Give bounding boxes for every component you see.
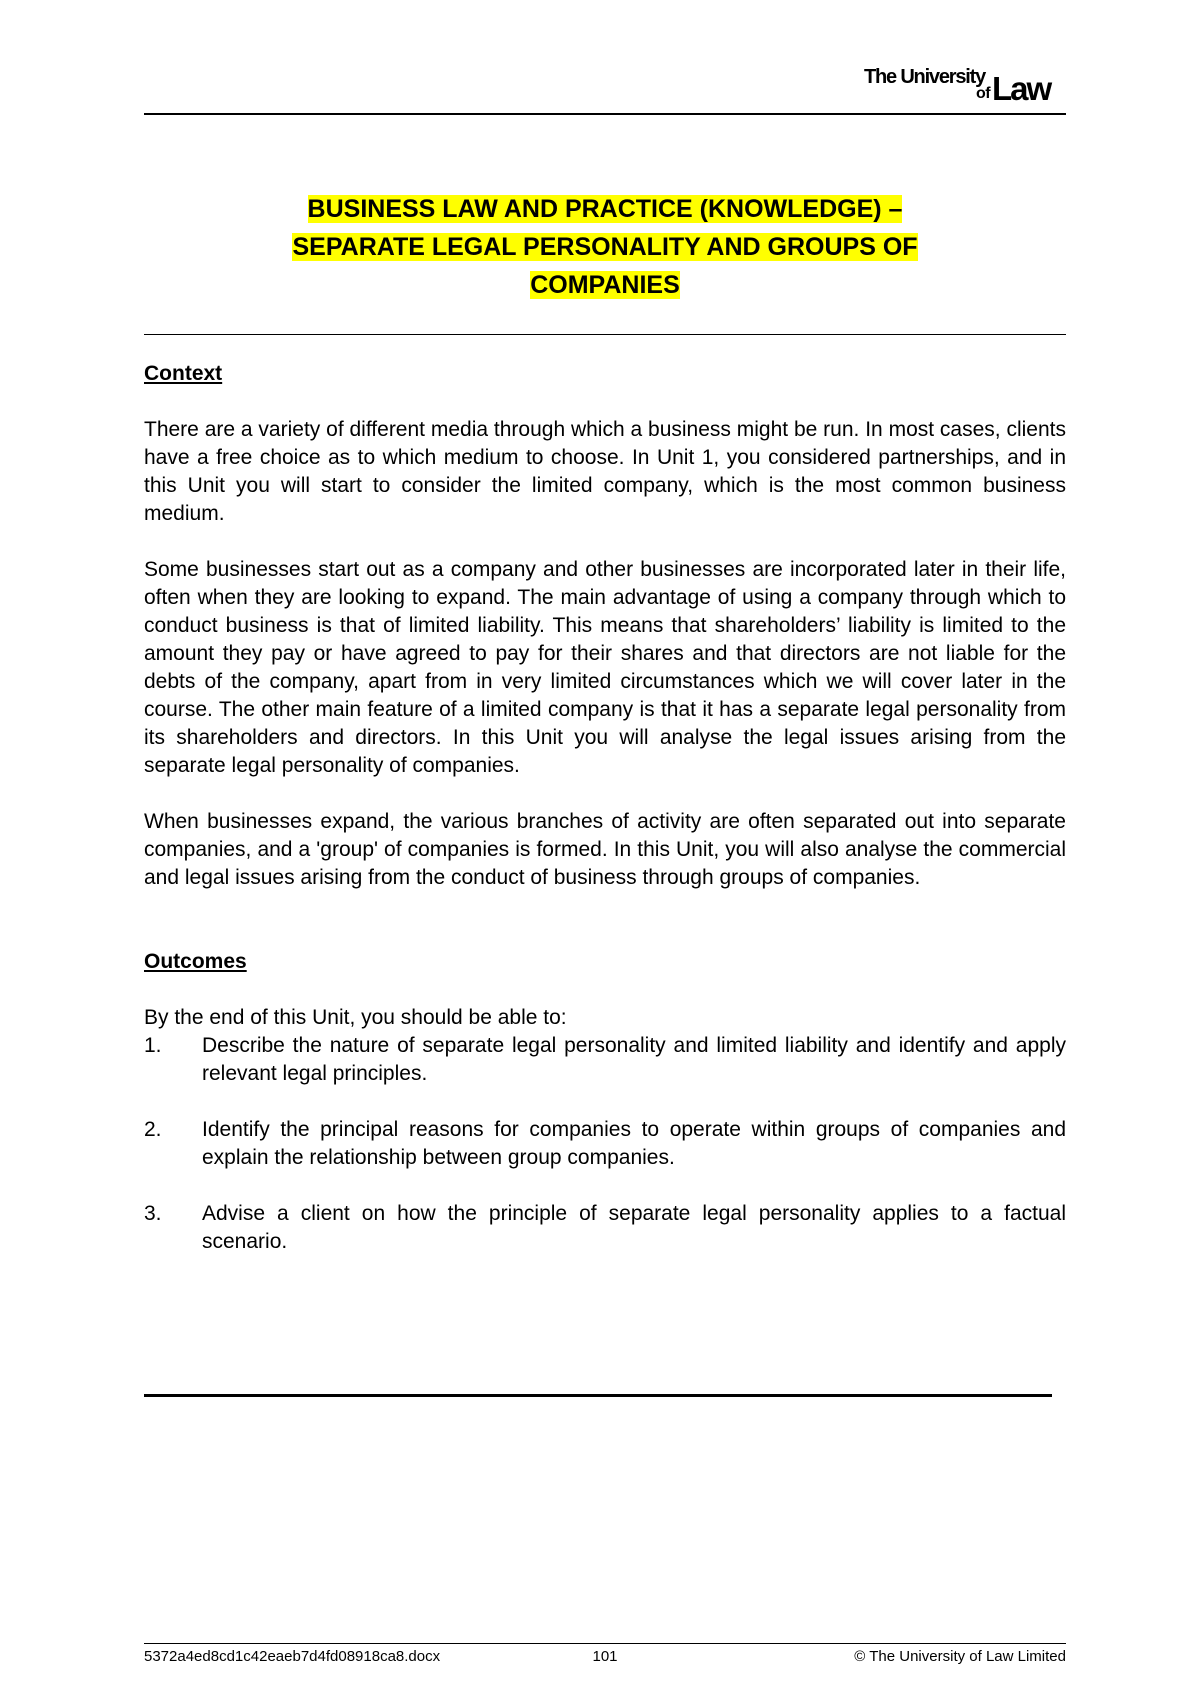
title-line-1: BUSINESS LAW AND PRACTICE (KNOWLEDGE) – [307,195,903,223]
outcomes-heading: Outcomes [144,950,247,973]
section-end-divider [144,1394,1052,1397]
context-paragraph-3: When businesses expand, the various branches of activity are often separated out into separate companies, and a 'group' of companies is formed. In this Unit, you will also analyse the commercial and legal issues arising from the conduct of business through groups of companies. [144,810,1066,889]
list-item [144,1032,1066,1088]
list-item-text: Describe the nature of separate legal personality and limited liability and identify and apply relevant legal principles. [202,1034,1066,1085]
university-logo [856,64,1066,110]
footer-page-number: 101 [592,1648,618,1665]
context-paragraph-1: There are a variety of different media through which a business might be run. In most cases, clients have a free choice as to which medium to choose. In Unit 1, you considered partnerships, and in this Unit you will start to consider the limited company, which is the most common business medium. [144,418,1066,525]
logo-line-3: Law [992,70,1051,107]
outcomes-intro: By the end of this Unit, you should be able to: [144,1006,567,1029]
footer-copyright: © The University of Law Limited [854,1648,1066,1665]
document-title [144,190,1066,304]
list-item-number: 2. [144,1118,162,1141]
title-divider [144,334,1066,335]
context-heading: Context [144,362,223,385]
logo-line-1: The University [864,66,986,88]
list-item-number: 1. [144,1034,162,1057]
list-item [144,1116,1066,1172]
outcomes-list [144,1032,1066,1256]
list-item-text: Advise a client on how the principle of separate legal personality applies to a factual scenario. [202,1202,1066,1253]
document-body [144,360,1066,1284]
footer-filename: 5372a4ed8cd1c42eaeb7d4fd08918ca8.docx [144,1648,441,1665]
context-paragraph-2: Some businesses start out as a company and other businesses are incorporated later in their life, often when they are looking to expand. The main advantage of using a company through which to conduct business is that of limited liability. This means that shareholders’ liability is limited to the amount they pay or have agreed to pay for their shares and that directors are not liable for the debts of the company, apart from in very limited circumstances which we will cover later in the course. The other main feature of a limited company is that it has a separate legal personality from its shareholders and directors. In this Unit you will analyse the legal issues arising from the separate legal personality of companies. [144,558,1066,777]
title-line-2: SEPARATE LEGAL PERSONALITY AND GROUPS OF [292,233,918,261]
title-line-3: COMPANIES [530,271,680,299]
list-item-text: Identify the principal reasons for companies to operate within groups of companies and explain the relationship between group companies. [202,1118,1066,1169]
list-item-number: 3. [144,1202,162,1225]
header-divider [144,113,1066,115]
footer-divider [144,1643,1066,1644]
logo-line-2: of [976,85,991,102]
list-item [144,1200,1066,1256]
